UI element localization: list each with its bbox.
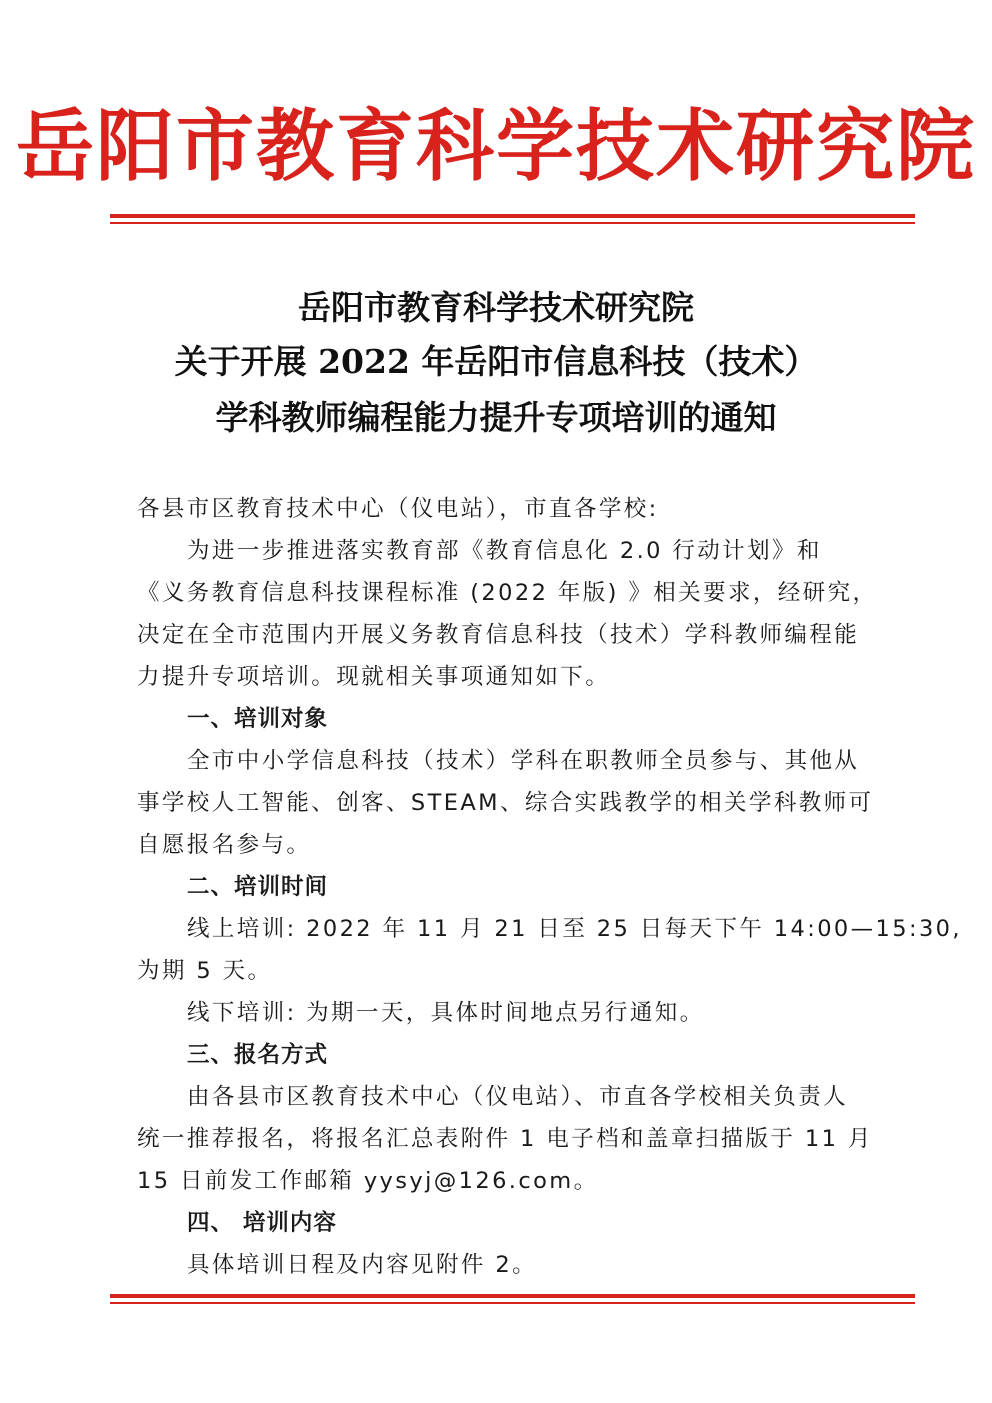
section-3-heading: 三、报名方式 xyxy=(187,1042,329,1068)
intro-line-3: 决定在全市范围内开展义务教育信息科技（技术）学科教师编程能 xyxy=(137,622,860,648)
section-2-heading: 二、培训时间 xyxy=(187,874,329,900)
section-4-heading: 四、 培训内容 xyxy=(187,1210,337,1236)
section-2-online-line-2: 为期 5 天。 xyxy=(137,958,273,984)
section-3-line-2: 统一推荐报名，将报名汇总表附件 1 电子档和盖章扫描版于 11 月 xyxy=(137,1126,873,1152)
letterhead-org-name: 岳阳市教育科学技术研究院 xyxy=(15,101,976,192)
section-4-line: 具体培训日程及内容见附件 2。 xyxy=(187,1252,537,1278)
section-3-line-3: 15 日前发工作邮箱 yysyj@126.com。 xyxy=(137,1168,599,1194)
section-1-line-2: 事学校人工智能、创客、STEAM、综合实践教学的相关学科教师可 xyxy=(137,790,874,816)
section-2-online-line-1: 线上培训: 2022 年 11 月 21 日至 25 日每天下午 14:00—15:30, xyxy=(187,916,962,942)
section-3-line-1: 由各县市区教育技术中心（仪电站）、市直各学校相关负责人 xyxy=(187,1084,849,1110)
section-1-line-3: 自愿报名参与。 xyxy=(137,832,312,858)
intro-line-2: 《义务教育信息科技课程标准 (2022 年版) 》相关要求，经研究， xyxy=(137,580,878,606)
doc-title-line-1: 岳阳市教育科学技术研究院 xyxy=(298,288,694,327)
letterhead-red-rule-thin xyxy=(110,222,915,224)
letterhead-red-rule-thick xyxy=(110,214,915,218)
intro-line-1: 为进一步推进落实教育部《教育信息化 2.0 行动计划》和 xyxy=(187,538,822,564)
intro-line-4: 力提升专项培训。现就相关事项通知如下。 xyxy=(137,664,611,690)
doc-title-line-3: 学科教师编程能力提升专项培训的通知 xyxy=(215,398,777,437)
footer-red-rule-thin xyxy=(110,1302,915,1304)
section-2-offline: 线下培训: 为期一天，具体时间地点另行通知。 xyxy=(187,1000,705,1026)
doc-title-line-2: 关于开展 2022 年岳阳市信息科技（技术） xyxy=(174,342,818,381)
section-1-line-1: 全市中小学信息科技（技术）学科在职教师全员参与、其他从 xyxy=(187,748,860,774)
salutation: 各县市区教育技术中心（仪电站），市直各学校: xyxy=(137,496,659,522)
section-1-heading: 一、培训对象 xyxy=(187,706,329,732)
footer-red-rule-thick xyxy=(110,1294,915,1298)
